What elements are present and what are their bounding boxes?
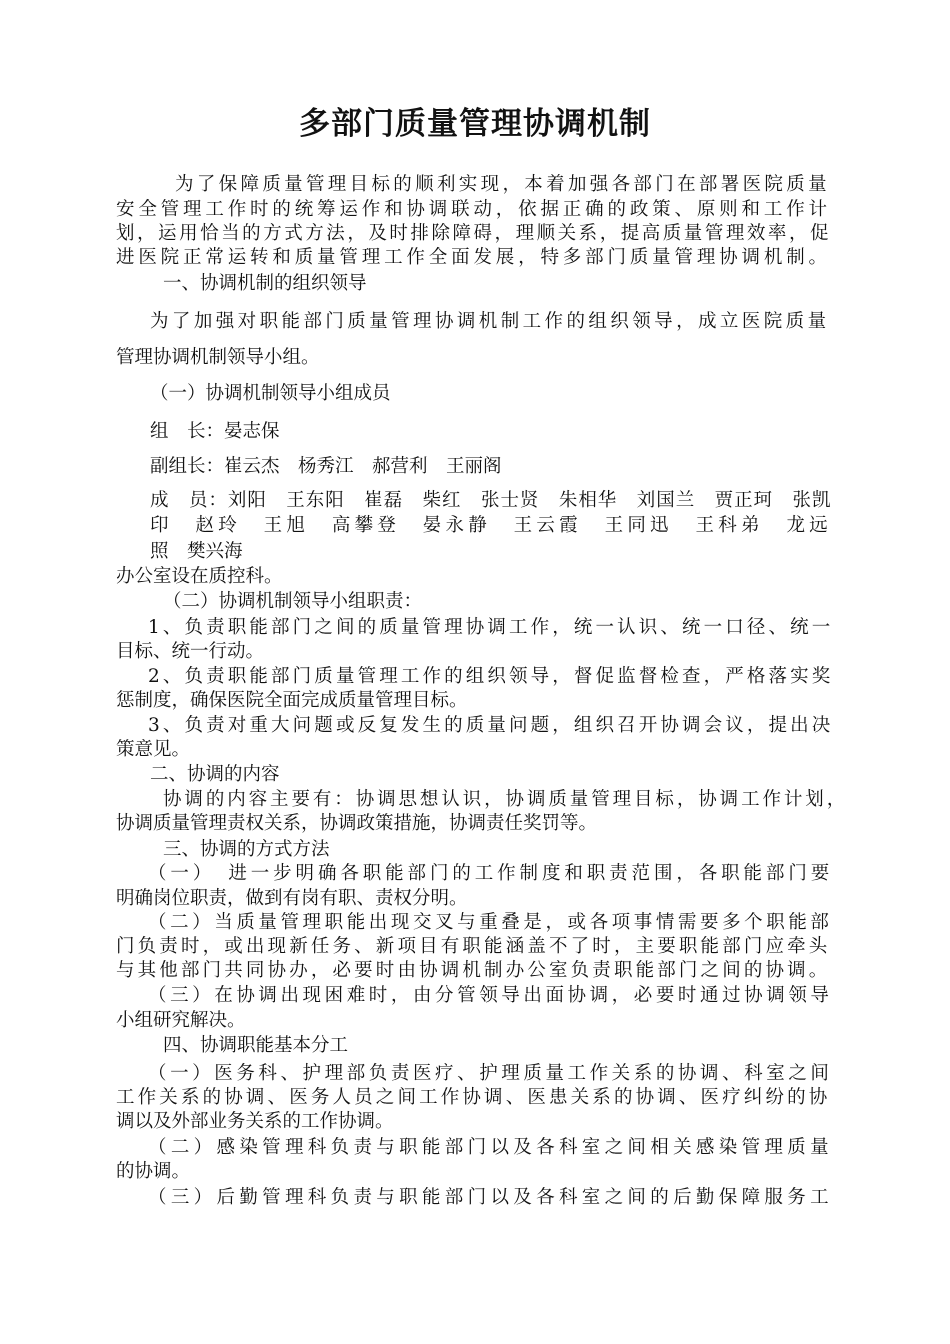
text-line-duty-2b: 惩制度，确保医院全面完成质量管理目标。: [116, 690, 468, 711]
text-line-m1-a: （一） 进一步明确各职能部门的工作制度和职责范围，各职能部门要: [148, 863, 834, 884]
text-line-d2-a: （二）感染管理科负责与职能部门以及各科室之间相关感染管理质量: [148, 1137, 833, 1158]
text-line-members-1: 成 员：刘阳 王东阳 崔磊 柴红 张士贤 朱相华 刘国兰 贾正珂 张凯: [150, 490, 832, 511]
text-line-leader: 组 长：晏志保: [150, 421, 280, 442]
text-line-m3-a: （三）在协调出现困难时，由分管领导出面协调，必要时通过协调领导: [148, 985, 833, 1006]
text-line-heading-2: 二、协调的内容: [150, 764, 280, 785]
text-line-duty-3b: 策意见。: [116, 739, 191, 760]
text-line-intro-3: 划，运用恰当的方式方法，及时排除障碍，理顺关系，提高质量管理效率，促: [116, 223, 832, 244]
text-line-m1-b: 明确岗位职责，做到有岗有职、责权分明。: [116, 888, 468, 909]
text-line-duty-3a: 3、负责对重大问题或反复发生的质量问题，组织召开协调会议，提出决: [148, 715, 834, 736]
text-line-deputy: 副组长：崔云杰 杨秀江 郝营利 王丽阁: [150, 456, 502, 477]
text-line-p1-1: 为了加强对职能部门质量管理协调机制工作的组织领导，成立医院质量: [150, 311, 830, 332]
text-line-intro-2: 安全管理工作时的统筹运作和协调联动，依据正确的政策、原则和工作计: [116, 199, 831, 220]
text-line-d2-b: 的协调。: [116, 1161, 191, 1182]
text-line-members-2: 印 赵玲 王旭 高攀登 晏永静 王云霞 王同迅 王科弟 龙远: [150, 515, 832, 536]
text-line-p2-1: 协调的内容主要有：协调思想认识，协调质量管理目标，协调工作计划，: [163, 789, 849, 810]
text-line-duty-2a: 2、负责职能部门质量管理工作的组织领导，督促监督检查，严格落实奖: [148, 666, 834, 687]
text-line-sub-2: （二）协调机制领导小组职责：: [163, 591, 423, 612]
text-line-d1-a: （一）医务科、护理部负责医疗、护理质量工作关系的协调、科室之间: [148, 1063, 833, 1084]
text-line-office: 办公室设在质控科。: [116, 566, 283, 587]
text-line-m2-a: （二）当质量管理职能出现交叉与重叠是，或各项事情需要多个职能部: [148, 912, 833, 933]
text-line-d1-c: 调以及外部业务关系的工作协调。: [116, 1111, 394, 1132]
text-line-heading-1: 一、协调机制的组织领导: [163, 273, 367, 294]
document-title: 多部门质量管理协调机制: [299, 106, 651, 142]
text-line-heading-3: 三、协调的方式方法: [163, 839, 330, 860]
text-line-intro-1: 为了保障质量管理目标的顺利实现，本着加强各部门在部署医院质量: [175, 174, 830, 195]
text-line-sub-1: （一）协调机制领导小组成员: [150, 383, 391, 404]
text-line-p2-2: 协调质量管理责权关系，协调政策措施，协调责任奖罚等。: [116, 813, 598, 834]
text-line-duty-1b: 目标、统一行动。: [116, 641, 265, 662]
text-line-d1-b: 工作关系的协调、医务人员之间工作协调、医患关系的协调、医疗纠纷的协: [116, 1087, 831, 1108]
text-line-m2-c: 与其他部门共同协办，必要时由协调机制办公室负责职能部门之间的协调。: [116, 960, 831, 981]
text-line-heading-4: 四、协调职能基本分工: [163, 1035, 349, 1056]
text-line-d3-a: （三）后勤管理科负责与职能部门以及各科室之间的后勤保障服务工: [148, 1187, 833, 1208]
text-line-members-3: 照 樊兴海: [150, 541, 243, 562]
text-line-p1-2: 管理协调机制领导小组。: [116, 347, 320, 368]
text-line-duty-1a: 1、负责职能部门之间的质量管理协调工作，统一认识、统一口径、统一: [148, 617, 834, 638]
text-line-m3-b: 小组研究解决。: [116, 1010, 246, 1031]
text-line-intro-4: 进医院正常运转和质量管理工作全面发展，特多部门质量管理协调机制。: [116, 247, 831, 268]
text-line-m2-b: 门负责时，或出现新任务、新项目有职能涵盖不了时，主要职能部门应牵头: [116, 936, 831, 957]
